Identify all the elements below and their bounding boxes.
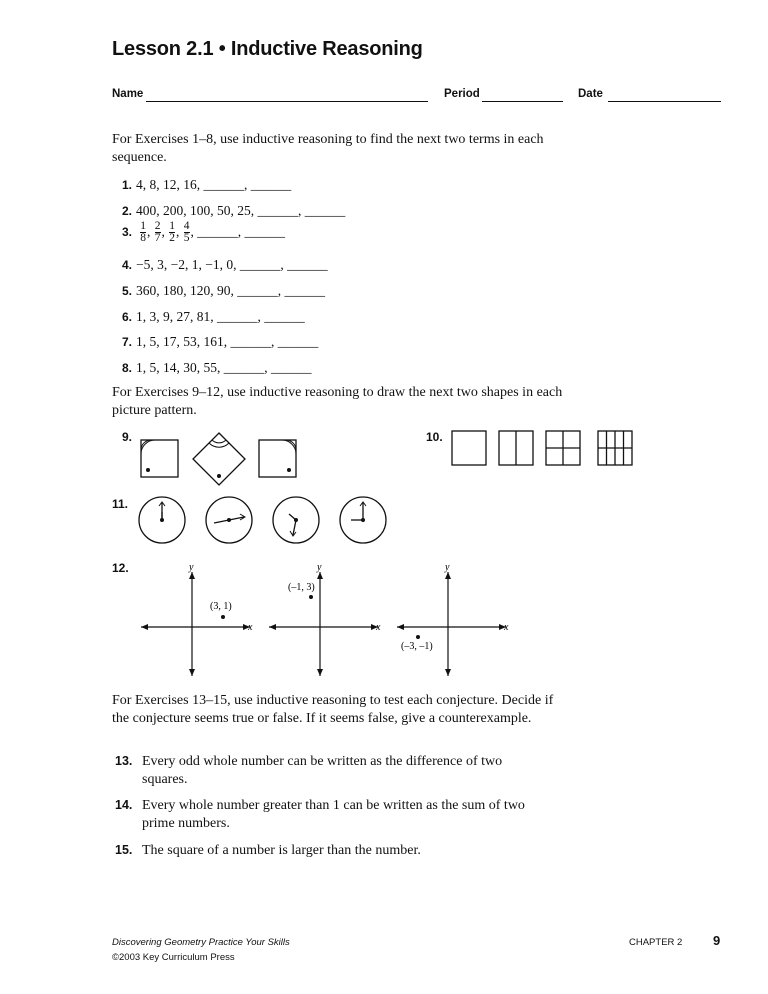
exercise-number: 3. [122,224,133,239]
x-axis-label: x [504,622,509,633]
exercise-number: 1. [122,178,133,192]
fraction: $\frac{4}{5}$ [183,220,190,244]
exercise-7 [122,334,318,350]
exercise-sequence: −5, 3, −2, 1, −1, 0, ______, ______ [136,257,328,272]
fraction: $\frac{1}{8}$ [140,220,147,244]
x-axis-label: x [248,622,253,633]
section2-instructions: For Exercises 9–12, use inductive reasoning to draw the next two shapes in each picture pattern. [112,385,563,418]
exercise-8 [122,360,312,376]
exercise-number: 4. [122,258,133,272]
exercise-11-number: 11. [112,497,129,511]
footer-book-title: Discovering Geometry Practice Your Skills [112,937,290,948]
date-label: Date [578,88,603,100]
exercise-12-number: 12. [112,561,129,575]
page-number: 9 [713,933,721,948]
conjecture-number: 13. [115,754,133,768]
exercise-sequence: 1, 5, 14, 30, 55, ______, ______ [136,360,312,375]
point-label: (–3, –1) [401,641,433,652]
exercise-blanks: ______, ______ [197,223,286,239]
y-axis-label: y [317,562,322,573]
exercise-sequence: 1, 3, 9, 27, 81, ______, ______ [136,309,305,324]
exercise-12-graph-2 [266,562,392,680]
exercise-sequence: 400, 200, 100, 50, 25, ______, ______ [136,203,346,218]
exercise-5 [122,283,325,299]
point-label: (3, 1) [210,601,232,612]
conjecture-number: 14. [115,798,133,812]
fraction: $\frac{1}{2}$ [169,220,176,244]
conjecture-text: Every whole number greater than 1 can be written as the sum of two prime numbers. [142,798,525,831]
exercise-10-figure [448,428,638,470]
x-axis-label: x [376,622,381,633]
exercise-9-number: 9. [122,430,133,444]
period-label: Period [444,88,480,100]
graph-point [309,595,313,599]
exercise-1 [122,177,291,193]
exercise-12-graph-1 [138,562,264,680]
y-axis-label: y [189,562,194,573]
exercise-sequence: 1, 5, 17, 53, 161, ______, ______ [136,334,319,349]
conjecture-text: The square of a number is larger than the number. [142,843,421,858]
conjecture-text: Every odd whole number can be written as the difference of two squares. [142,754,503,787]
point-label: (–1, 3) [288,582,315,593]
conjecture-15 [115,842,535,862]
exercise-number: 5. [122,284,133,298]
exercise-10-number: 10. [426,430,443,444]
exercise-12-graph-3 [394,562,520,680]
conjecture-13 [115,753,535,789]
graph-point [416,635,420,639]
exercise-9-figure [130,428,310,488]
exercise-number: 7. [122,335,133,349]
period-field-line [482,101,563,102]
name-label: Name [112,88,144,100]
exercise-number: 6. [122,310,133,324]
section1-instructions: For Exercises 1–8, use inductive reasoning to find the next two terms in each sequence. [112,132,544,165]
exercise-2 [122,203,345,219]
conjecture-number: 15. [115,843,133,857]
date-field-line [608,101,721,102]
footer-copyright: ©2003 Key Curriculum Press [112,952,235,963]
exercise-6 [122,309,305,325]
name-field-line [146,101,428,102]
exercise-4 [122,257,328,273]
section3-instructions: For Exercises 13–15, use inductive reasoning to test each conjecture. Decide if the conjecture seems true or false. If it seems false, give a counterexample. [112,693,554,726]
fraction: $\frac{2}{7}$ [154,220,161,244]
page-title: Lesson 2.1 • Inductive Reasoning [112,38,423,60]
exercise-number: 2. [122,204,133,218]
exercise-11-figure [136,494,388,546]
conjecture-14 [115,797,535,833]
exercise-3: 3. $\frac{1}{8}$ , $\frac{2}{7}$ , $\frac{1}{2}$ , $\frac{4}{5}$ , ______, ______ [122,220,286,244]
exercise-sequence: 4, 8, 12, 16, ______, ______ [136,177,292,192]
exercise-sequence: 360, 180, 120, 90, ______, ______ [136,283,326,298]
graph-point [221,615,225,619]
exercise-number: 8. [122,361,133,375]
y-axis-label: y [445,562,450,573]
footer-chapter: CHAPTER 2 [629,937,683,948]
